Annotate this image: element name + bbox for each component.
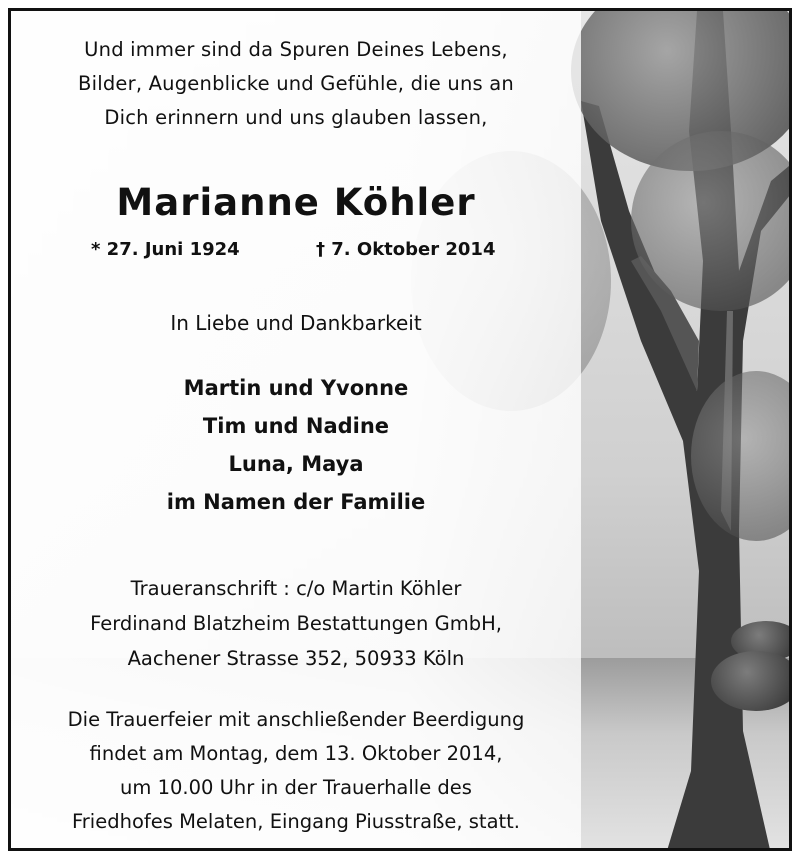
bush-2 <box>711 651 792 711</box>
memorial-poem <box>11 33 581 135</box>
mourning-address <box>11 571 581 676</box>
funeral-details <box>11 703 581 839</box>
family-line: im Namen der Familie <box>166 490 426 514</box>
family-line: Martin und Yvonne <box>183 376 409 400</box>
address-line: Aachener Strasse 352, 50933 Köln <box>127 647 465 670</box>
poem-line: Und immer sind da Spuren Deines Lebens, <box>84 38 508 61</box>
birth-date: * 27. Juni 1924 <box>91 239 240 260</box>
funeral-line: Friedhofes Melaten, Eingang Piusstraße, statt. <box>71 810 521 833</box>
poem-line: Dich erinnern und uns glauben lassen, <box>104 106 488 129</box>
family-line: Tim und Nadine <box>202 414 390 438</box>
address-line: Ferdinand Blatzheim Bestattungen GmbH, <box>90 612 502 635</box>
funeral-line: Die Trauerfeier mit anschließender Beerdigung <box>67 708 525 731</box>
death-date: † 7. Oktober 2014 <box>316 239 496 260</box>
family-line: Luna, Maya <box>228 452 364 476</box>
thanks-line: In Liebe und Dankbarkeit <box>170 311 422 335</box>
family-signatories <box>11 369 581 521</box>
funeral-line: findet am Montag, dem 13. Oktober 2014, <box>89 742 503 765</box>
obituary-notice <box>8 8 792 851</box>
deceased-name: Marianne Köhler <box>116 181 476 224</box>
poem-line: Bilder, Augenblicke und Gefühle, die uns an <box>78 72 514 95</box>
address-line: Traueranschrift : c/o Martin Köhler <box>130 577 462 600</box>
funeral-line: um 10.00 Uhr in der Trauerhalle des <box>120 776 472 799</box>
